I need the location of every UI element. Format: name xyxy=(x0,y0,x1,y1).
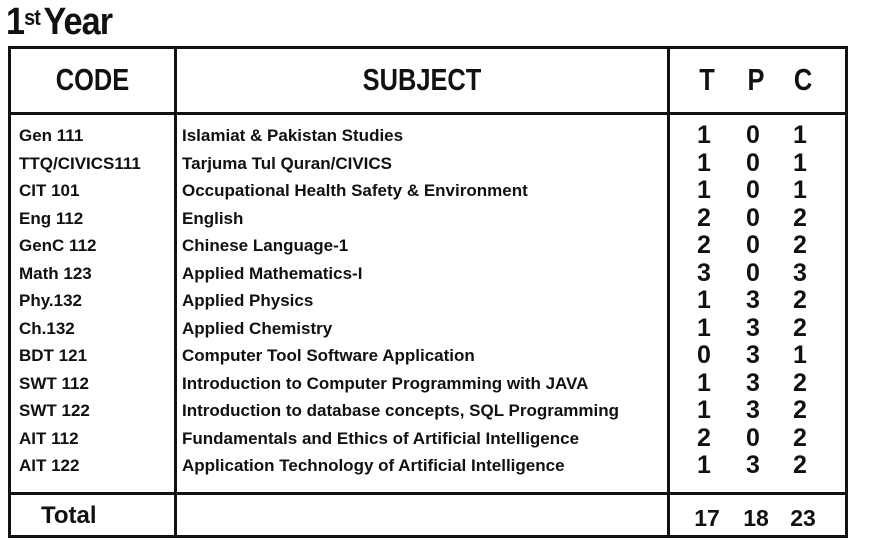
theory-hours: 1 xyxy=(697,368,711,397)
course-code: AIT 112 xyxy=(19,428,79,448)
practical-hours: 0 xyxy=(746,121,760,149)
theory-hours: 1 xyxy=(697,176,711,204)
course-subject: English xyxy=(182,208,244,228)
theory-hours: 1 xyxy=(697,286,711,314)
table-row xyxy=(8,122,845,150)
theory-hours: 2 xyxy=(697,423,711,452)
course-subject: Computer Tool Software Application xyxy=(182,346,475,365)
table-row xyxy=(8,150,845,178)
practical-hours: 3 xyxy=(746,341,760,369)
table-row xyxy=(8,260,845,288)
practical-hours: 3 xyxy=(746,368,760,397)
course-rows xyxy=(8,122,845,480)
course-code: CIT 101 xyxy=(19,181,80,200)
theory-hours: 1 xyxy=(697,313,711,342)
credit-hours: 2 xyxy=(793,423,807,452)
course-code: Gen 111 xyxy=(19,126,84,145)
credit-hours: 3 xyxy=(793,258,807,287)
course-subject: Applied Chemistry xyxy=(182,318,333,338)
header-practical: P xyxy=(747,62,765,97)
course-subject: Chinese Language-1 xyxy=(182,236,349,255)
practical-hours: 3 xyxy=(746,286,760,314)
theory-hours: 1 xyxy=(697,451,711,479)
course-subject: Application Technology of Artificial Intelligence xyxy=(182,456,565,475)
table-row xyxy=(8,315,845,343)
total-divider xyxy=(11,492,845,495)
year-ordinal-suffix: st xyxy=(24,5,40,30)
course-subject: Fundamentals and Ethics of Artificial Intelligence xyxy=(182,428,580,448)
credit-hours: 1 xyxy=(793,148,807,177)
credit-hours: 2 xyxy=(793,313,807,342)
practical-hours: 0 xyxy=(746,231,760,259)
credit-hours: 2 xyxy=(793,286,807,314)
year-word: Year xyxy=(43,1,113,43)
table-row xyxy=(8,205,845,233)
table-row xyxy=(8,452,845,480)
theory-hours: 1 xyxy=(697,121,711,149)
practical-hours: 0 xyxy=(746,423,760,452)
course-code: GenC 112 xyxy=(19,236,97,255)
header-credit: C xyxy=(793,62,813,97)
table-row xyxy=(8,370,845,398)
total-credit: 23 xyxy=(790,505,816,531)
course-code: Eng 112 xyxy=(19,208,84,228)
course-code: BDT 121 xyxy=(19,346,88,365)
course-table xyxy=(8,46,848,538)
total-label: Total xyxy=(41,502,97,529)
course-subject: Applied Physics xyxy=(182,291,314,310)
course-subject: Islamiat & Pakistan Studies xyxy=(182,126,404,145)
practical-hours: 0 xyxy=(746,148,760,177)
credit-hours: 1 xyxy=(793,341,807,369)
credit-hours: 1 xyxy=(793,176,807,204)
credit-hours: 1 xyxy=(793,121,807,149)
course-subject: Tarjuma Tul Quran/CIVICS xyxy=(182,153,393,173)
table-row xyxy=(8,177,845,205)
table-row xyxy=(8,342,845,370)
total-theory: 17 xyxy=(694,505,720,531)
credit-hours: 2 xyxy=(793,368,807,397)
practical-hours: 3 xyxy=(746,451,760,479)
theory-hours: 3 xyxy=(697,258,711,287)
table-row xyxy=(8,232,845,260)
course-subject: Introduction to database concepts, SQL Programming xyxy=(182,401,620,420)
course-code: TTQ/CIVICS111 xyxy=(19,153,141,173)
credit-hours: 2 xyxy=(793,231,807,259)
practical-hours: 3 xyxy=(746,396,760,424)
practical-hours: 0 xyxy=(746,258,760,287)
theory-hours: 1 xyxy=(697,396,711,424)
practical-hours: 3 xyxy=(746,313,760,342)
total-practical: 18 xyxy=(743,505,769,531)
course-code: Ch.132 xyxy=(19,318,75,338)
table-row xyxy=(8,425,845,453)
header-divider xyxy=(11,112,845,115)
header-subject: SUBJECT xyxy=(362,62,482,97)
course-code: SWT 112 xyxy=(19,373,89,393)
theory-hours: 2 xyxy=(697,203,711,232)
course-subject: Applied Mathematics-I xyxy=(182,263,363,283)
course-code: SWT 122 xyxy=(19,401,90,420)
practical-hours: 0 xyxy=(746,203,760,232)
course-code: Math 123 xyxy=(19,263,92,283)
course-code: AIT 122 xyxy=(19,456,80,475)
page-title xyxy=(6,0,112,44)
theory-hours: 0 xyxy=(697,341,711,369)
header-theory: T xyxy=(699,62,715,97)
year-number: 1 xyxy=(6,1,25,43)
theory-hours: 1 xyxy=(697,148,711,177)
table-row xyxy=(8,287,845,315)
table-row xyxy=(8,397,845,425)
course-subject: Introduction to Computer Programming with JAVA xyxy=(182,373,589,393)
course-subject: Occupational Health Safety & Environment xyxy=(182,181,528,200)
credit-hours: 2 xyxy=(793,203,807,232)
course-code: Phy.132 xyxy=(19,291,83,310)
credit-hours: 2 xyxy=(793,451,807,479)
theory-hours: 2 xyxy=(697,231,711,259)
header-code: CODE xyxy=(55,62,130,97)
practical-hours: 0 xyxy=(746,176,760,204)
credit-hours: 2 xyxy=(793,396,807,424)
